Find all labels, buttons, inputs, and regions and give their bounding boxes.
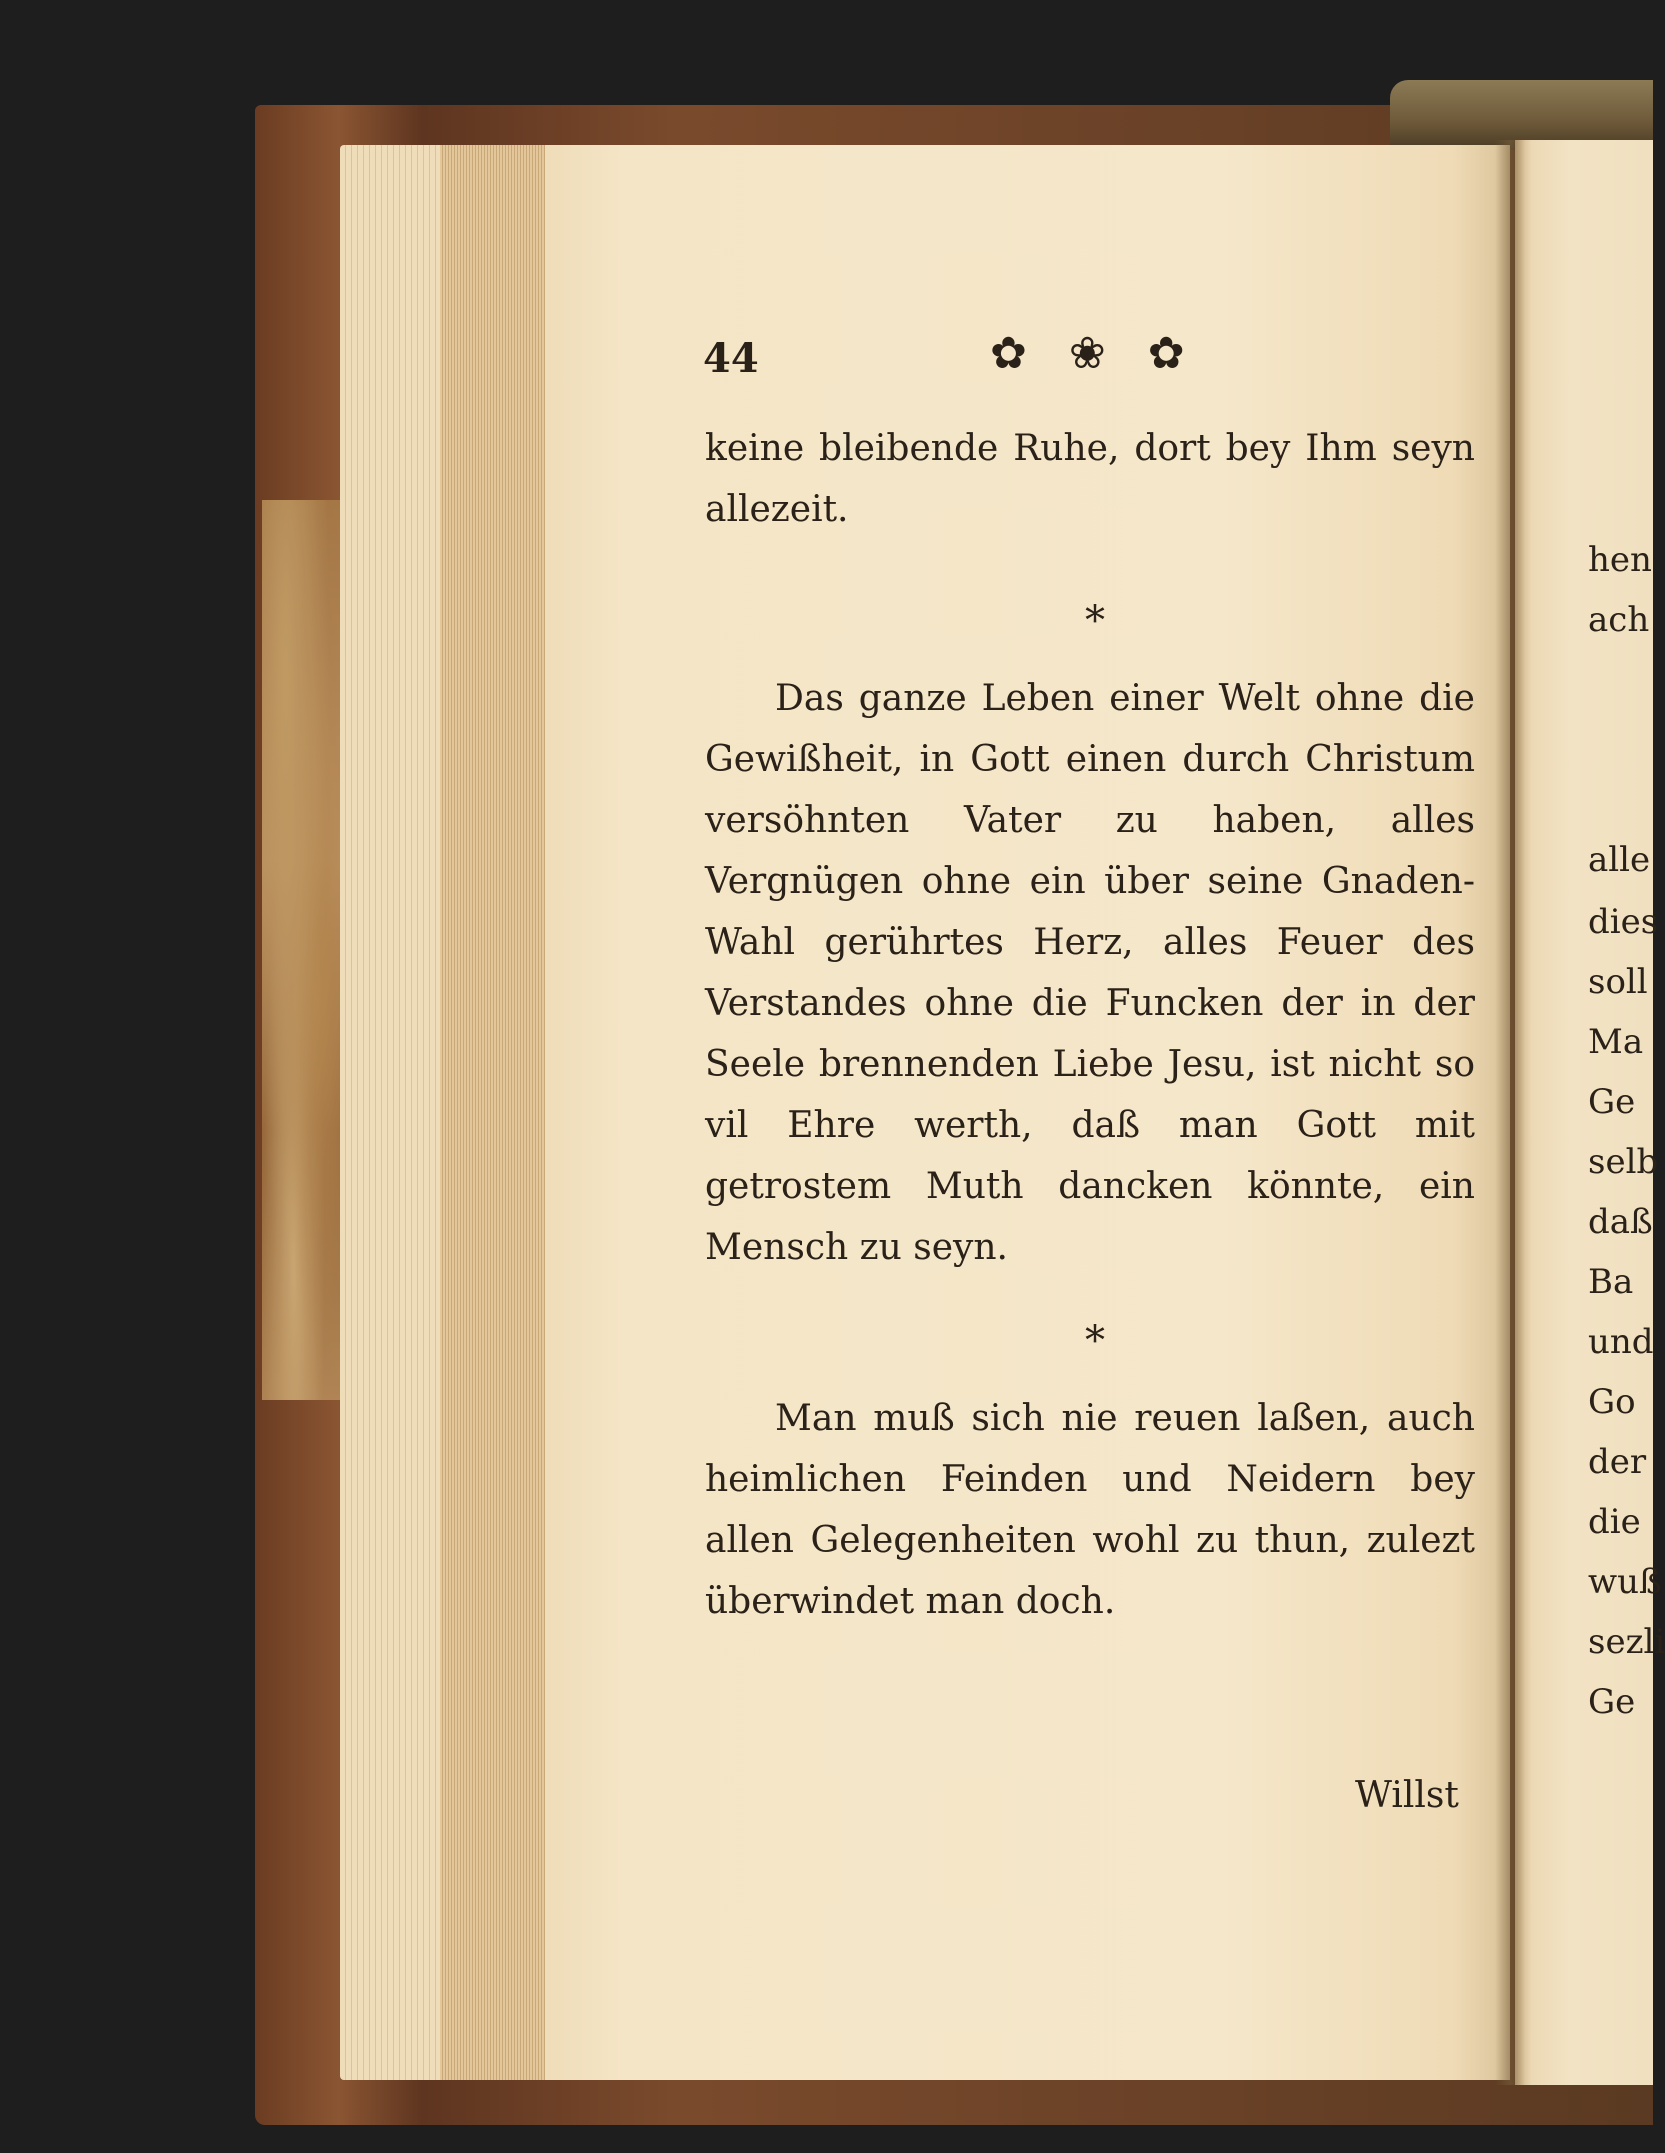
page-number: 44 bbox=[703, 335, 759, 382]
right-page-line: ach bbox=[1588, 600, 1650, 640]
separator-asterisk-2: * bbox=[1085, 1318, 1105, 1364]
right-page-line: und bbox=[1588, 1322, 1654, 1362]
header-ornament: ✿ ❀ ✿ bbox=[990, 328, 1199, 379]
book-gutter bbox=[1495, 140, 1525, 2085]
right-page-line: sezli bbox=[1588, 1622, 1665, 1662]
right-page-line: der bbox=[1588, 1442, 1647, 1482]
right-page-line: Ma bbox=[1588, 1022, 1644, 1062]
right-page-line: hen bbox=[1588, 540, 1652, 580]
right-page-line: soll bbox=[1588, 962, 1648, 1002]
catchword: Willst bbox=[1355, 1775, 1459, 1816]
right-page-line: selb bbox=[1588, 1142, 1659, 1182]
right-page-line: alle bbox=[1588, 840, 1651, 880]
right-page-line: Ba bbox=[1588, 1262, 1634, 1302]
page-edges-inner bbox=[440, 145, 560, 2080]
right-page-line: Go bbox=[1588, 1382, 1636, 1422]
right-page-line: wuß bbox=[1588, 1562, 1662, 1602]
marbled-cover-edge bbox=[262, 500, 342, 1400]
right-page-text-clip bbox=[1580, 140, 1665, 2085]
right-page-line: Ge bbox=[1588, 1682, 1636, 1722]
right-page-line: dies bbox=[1588, 902, 1659, 942]
separator-asterisk-1: * bbox=[1085, 598, 1105, 644]
paragraph-1: keine bleibende Ruhe, dort bey Ihm seyn allezeit. bbox=[705, 428, 1475, 530]
right-page-line: Ge bbox=[1588, 1082, 1636, 1122]
right-page-line: die bbox=[1588, 1502, 1641, 1542]
right-page-line: daß bbox=[1588, 1202, 1653, 1242]
paragraph-3: Man muß sich nie reuen laßen, auch heimlichen Feinden und Neidern bey allen Gelegenheiten wohl zu thun, zulezt überwindet man doch. bbox=[705, 1398, 1475, 1622]
paragraph-2: Das ganze Leben einer Welt ohne die Gewißheit, in Gott einen durch Christum versöhnten Vater zu haben, alles Vergnügen ohne ein über seine Gnaden-Wahl gerührtes Herz, alles Feuer des Verstandes ohne die Funcken der in der Seele brennenden Liebe Jesu, ist nicht so vil Ehre werth, daß man Gott mit getrostem Muth dancken könnte, ein Mensch zu seyn. bbox=[705, 678, 1475, 1268]
